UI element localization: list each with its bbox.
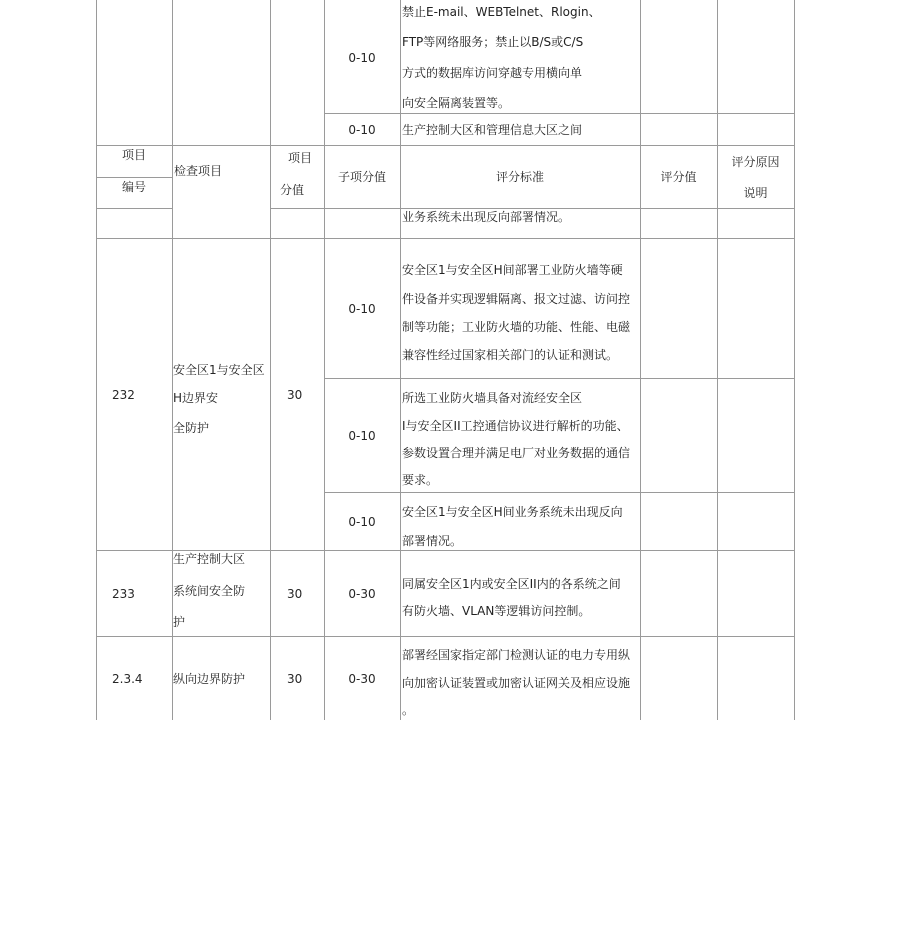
item-name-line: 护 xyxy=(173,615,186,629)
header-item-score-line1: 项目 xyxy=(288,151,313,165)
carryover-row3-criteria: 业务系统未出现反向部署情况。 xyxy=(402,210,571,224)
sub-score: 0-30 xyxy=(348,672,376,686)
item-score: 30 xyxy=(287,587,303,601)
criteria-line: I与安全区II工控通信协议进行解析的功能、 xyxy=(402,419,629,433)
criteria-line: 同属安全区1内或安全区II内的各系统之间 xyxy=(402,577,621,591)
header-check-item: 检查项目 xyxy=(174,164,223,178)
criteria-line: 向安全隔离装置等。 xyxy=(402,96,511,110)
sub-score: 0-10 xyxy=(348,429,376,443)
criteria-line: 所选工业防火墙具备对流经安全区 xyxy=(402,391,583,405)
carryover-row1-sub-score: 0-10 xyxy=(348,51,376,65)
sub-score: 0-30 xyxy=(348,587,376,601)
criteria-line: 制等功能；工业防火墙的功能、性能、电磁 xyxy=(402,320,631,334)
item-name-line: H边界安 xyxy=(173,391,219,405)
header-score: 评分值 xyxy=(660,170,697,184)
item-number: 233 xyxy=(112,587,135,601)
sub-score: 0-10 xyxy=(348,302,376,316)
criteria-line: 部署经国家指定部门检测认证的电力专用纵 xyxy=(402,648,631,662)
criteria-line: 部署情况。 xyxy=(402,534,463,548)
criteria-line: 安全区1与安全区H间业务系统未出现反向 xyxy=(402,505,623,519)
criteria-line: 。 xyxy=(402,703,415,717)
criteria-line: 有防火墙、VLAN等逻辑访问控制。 xyxy=(402,604,591,618)
header-criteria: 评分标准 xyxy=(495,170,544,184)
criteria-line: 件设备并实现逻辑隔离、报文过滤、访问控 xyxy=(402,292,631,306)
item-name-line: 安全区1与安全区 xyxy=(173,363,265,377)
criteria-line: 兼容性经过国家相关部门的认证和测试。 xyxy=(402,348,619,362)
item-name-line: 系统间安全防 xyxy=(173,584,246,598)
item-name-line: 全防护 xyxy=(173,421,210,435)
header-item-no-line2: 编号 xyxy=(121,180,146,194)
item-number: 232 xyxy=(112,388,135,402)
sub-score: 0-10 xyxy=(348,515,376,529)
carryover-row2-criteria: 生产控制大区和管理信息大区之间 xyxy=(402,123,583,137)
header-item-score-line2: 分值 xyxy=(280,183,305,197)
criteria-line: 方式的数据库访问穿越专用横向单 xyxy=(402,66,583,80)
item-name-line: 生产控制大区 xyxy=(173,552,246,566)
item-score: 30 xyxy=(287,388,303,402)
item-name: 纵向边界防护 xyxy=(173,672,246,686)
criteria-line: 要求。 xyxy=(402,473,439,487)
header-sub-score: 子项分值 xyxy=(337,170,386,184)
item-score: 30 xyxy=(287,672,303,686)
header-reason-line1: 评分原因 xyxy=(731,155,780,169)
criteria-line: 禁止E-mail、WEBTelnet、Rlogin、 xyxy=(402,5,601,19)
carryover-row2-sub-score: 0-10 xyxy=(348,123,376,137)
item-number: 2.3.4 xyxy=(112,672,143,686)
criteria-line: 安全区1与安全区H间部署工业防火墙等硬 xyxy=(402,263,623,277)
criteria-line: 向加密认证装置或加密认证网关及相应设施 xyxy=(402,676,631,690)
criteria-line: 参数设置合理并满足电厂对业务数据的通信 xyxy=(402,446,631,460)
header-item-no-line1: 项目 xyxy=(121,148,146,162)
criteria-line: FTP等网络服务；禁止以B/S或C/S xyxy=(402,35,584,49)
header-reason-line2: 说明 xyxy=(743,186,768,200)
